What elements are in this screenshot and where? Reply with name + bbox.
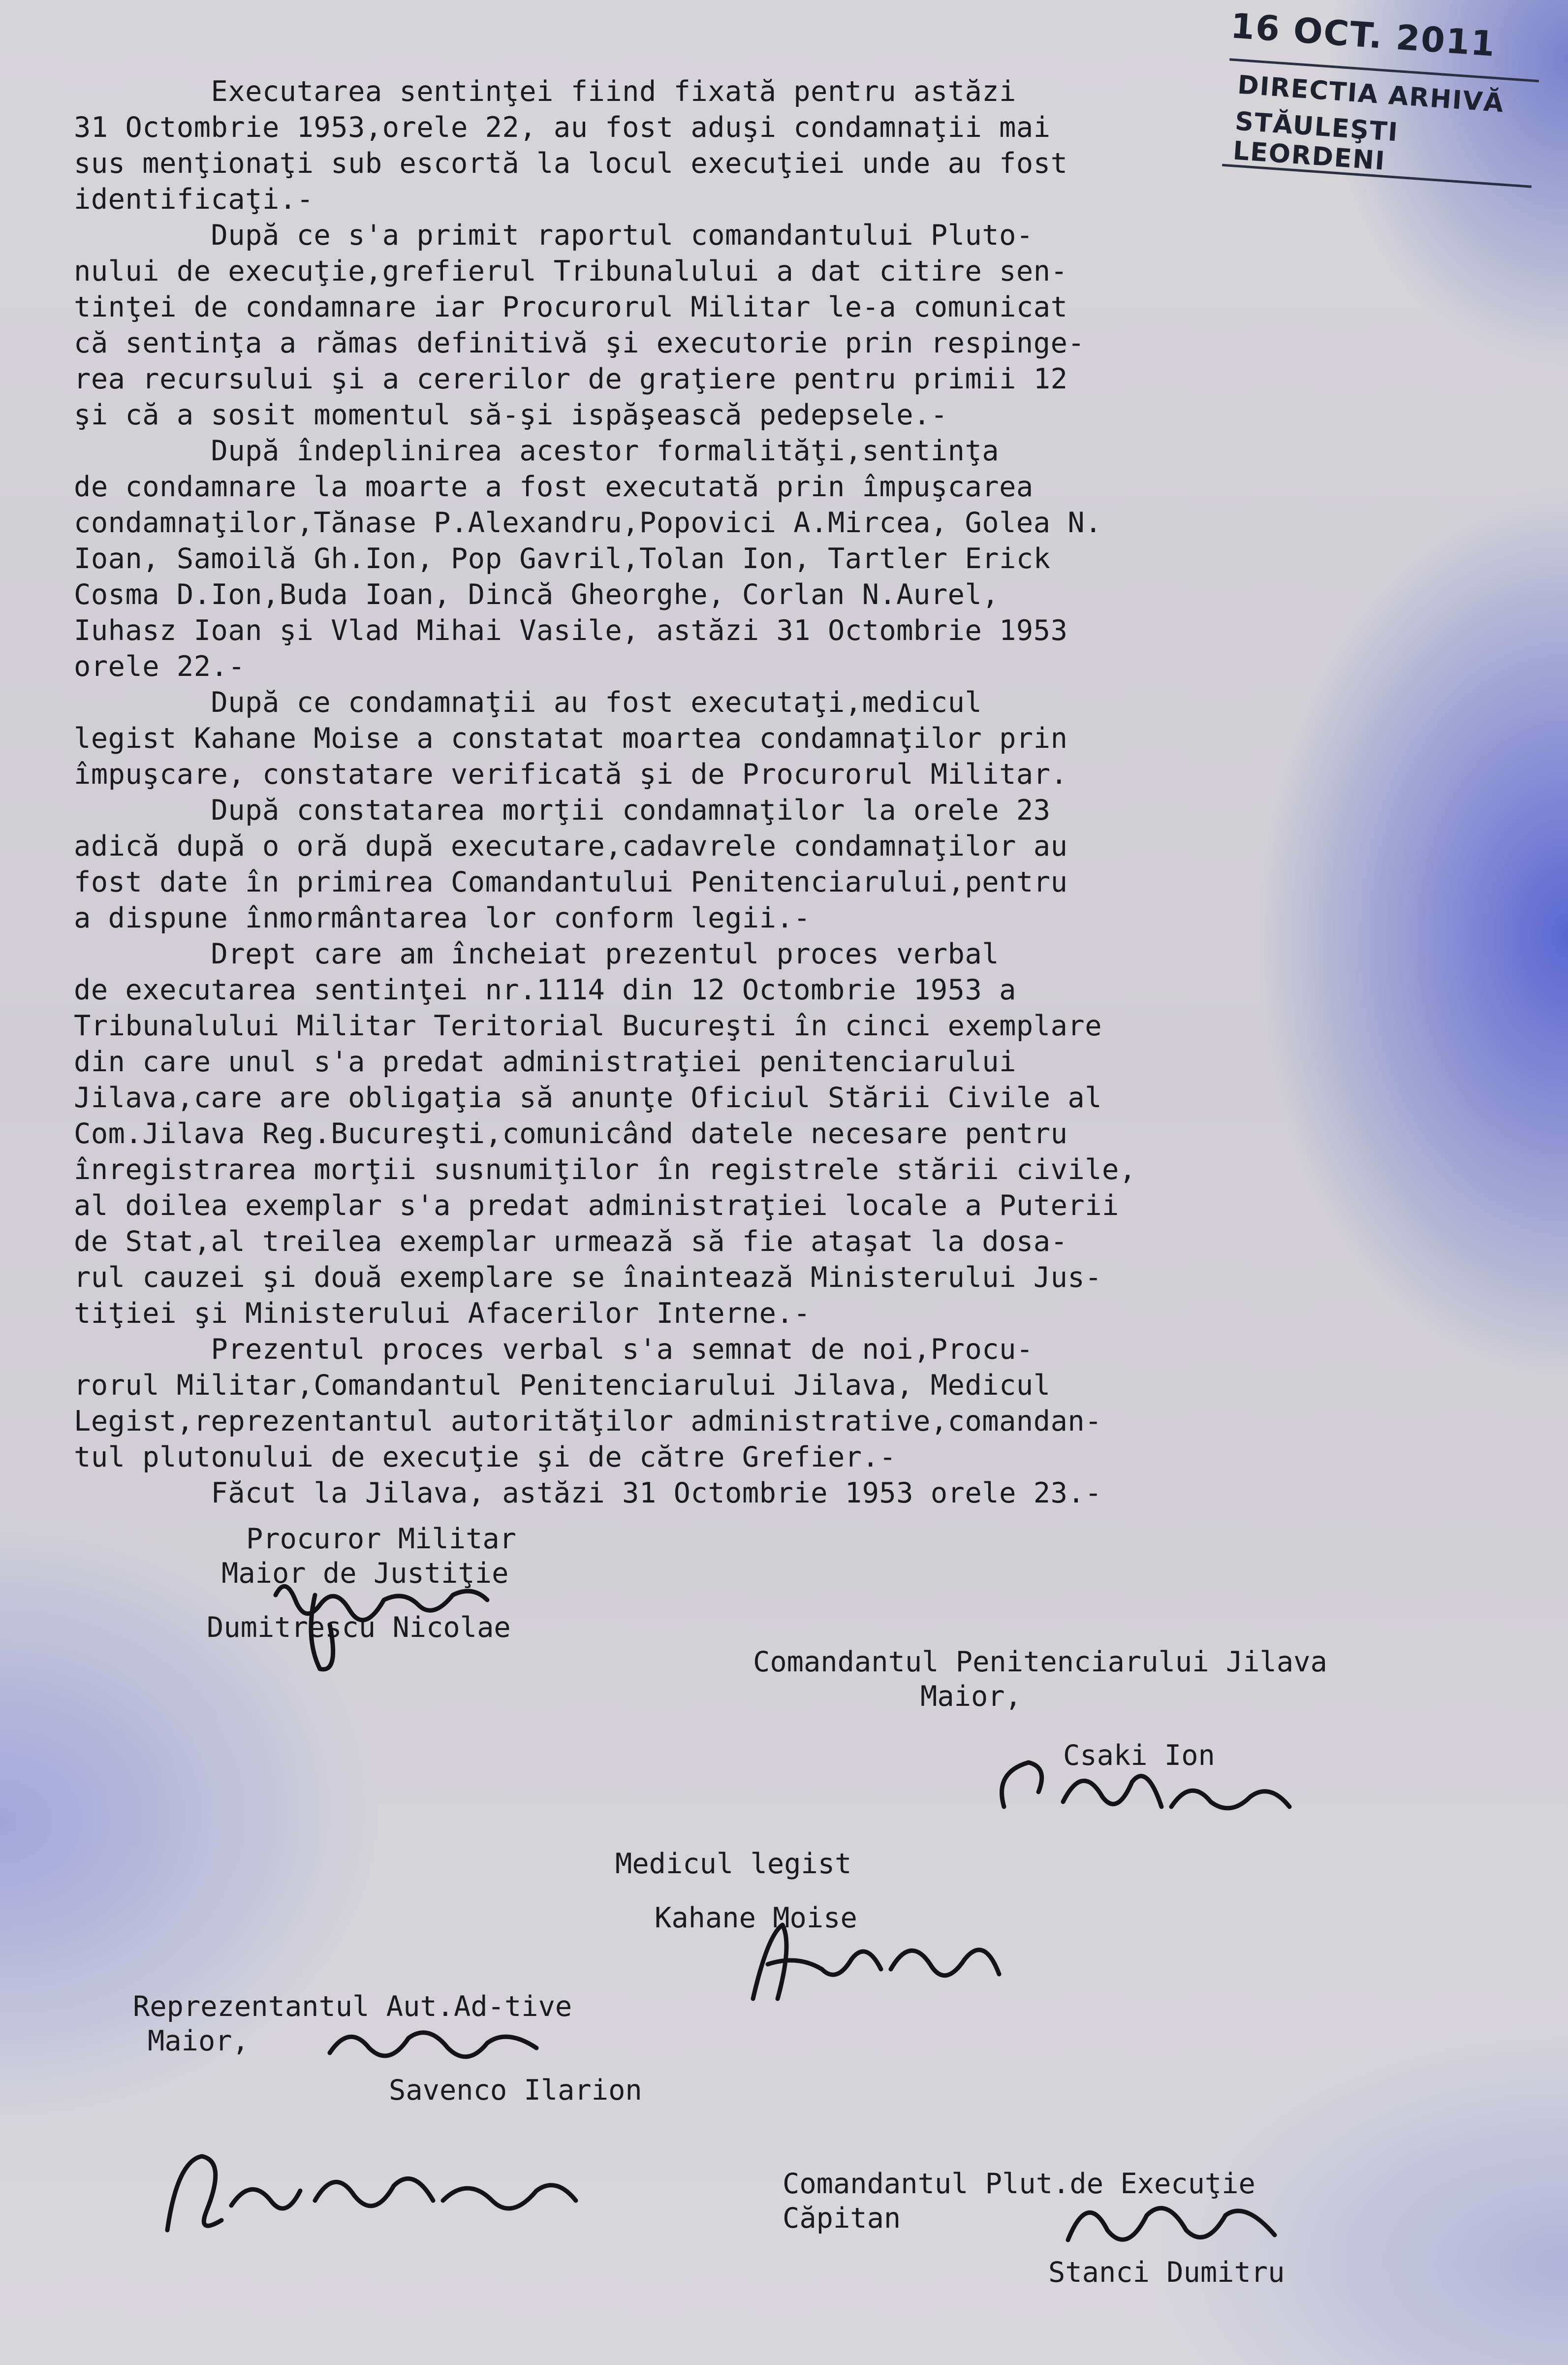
proces-verbal-text xyxy=(74,74,1383,1511)
stamp-line-2: STĂULEŞTI LEORDENI xyxy=(1232,106,1400,176)
text-line: Drept care am încheiat prezentul proces verbal xyxy=(74,938,1000,970)
text-line: legist Kahane Moise a constatat moartea condamnaţilor prin xyxy=(74,722,1068,755)
text-line: Com.Jilava Reg.Bucureşti,comunicând datele necesare pentru xyxy=(74,1118,1068,1150)
text-line: de Stat,al treilea exemplar urmează să fie ataşat la dosa- xyxy=(74,1225,1068,1258)
text-line: fost date în primirea Comandantului Penitenciarului,pentru xyxy=(74,866,1068,898)
text-line: rul cauzei şi două exemplare se înaintează Ministerului Jus- xyxy=(74,1261,1102,1294)
text-line: Jilava,care are obligaţia să anunţe Oficiul Stării Civile al xyxy=(74,1082,1102,1114)
procuror-rank: Maior de Justiţie xyxy=(221,1557,509,1590)
comandant-plutonului-signature xyxy=(1058,2171,1294,2269)
stamp-date: 16 OCT. 2011 xyxy=(1229,5,1497,64)
text-line: sus menţionaţi sub escortă la locul execuţiei unde au fost xyxy=(74,147,1068,180)
reprezentant-title: Reprezentantul Aut.Ad-tive xyxy=(133,1990,572,2023)
text-line: înregistrarea morţii susnumiţilor în registrele stării civile, xyxy=(74,1153,1136,1186)
procuror-title: Procuror Militar xyxy=(246,1523,517,1555)
text-line: împuşcare, constatare verificată şi de Procurorul Militar. xyxy=(74,758,1068,791)
medic-name: Kahane Moise xyxy=(655,1902,857,1934)
comandant-plutonului-rank: Căpitan xyxy=(783,2202,901,2235)
text-line: de condamnare la moarte a fost executată prin împuşcarea xyxy=(74,471,1034,503)
text-line: rorul Militar,Comandantul Penitenciarului Jilava, Medicul xyxy=(74,1369,1051,1402)
text-line: tul plutonului de execuţie şi de către Grefier.- xyxy=(74,1441,897,1473)
reprezentant-rank: Maior, xyxy=(148,2025,249,2057)
text-line: Ioan, Samoilă Gh.Ion, Pop Gavril,Tolan Ion, Tartler Erick xyxy=(74,543,1051,575)
grefier-signature xyxy=(148,2132,591,2260)
text-line: condamnaţilor,Tănase P.Alexandru,Popovici A.Mircea, Golea N. xyxy=(74,507,1102,539)
text-line: tinţei de condamnare iar Procurorul Militar le-a comunicat xyxy=(74,291,1068,323)
text-line: Executarea sentinţei fiind fixată pentru astăzi xyxy=(74,75,1016,108)
text-line: Iuhasz Ioan şi Vlad Mihai Vasile, astăzi 31 Octombrie 1953 xyxy=(74,614,1068,647)
text-line: Prezentul proces verbal s'a semnat de noi,Procu- xyxy=(74,1333,1034,1366)
procuror-name: Dumitrescu Nicolae xyxy=(207,1611,511,1644)
text-line: orele 22.- xyxy=(74,650,246,683)
text-line: Cosma D.Ion,Buda Ioan, Dincă Gheorghe, Corlan N.Aurel, xyxy=(74,578,1000,611)
reprezentant-name: Savenco Ilarion xyxy=(389,2074,642,2107)
comandant-penitenciar-title: Comandantul Penitenciarului Jilava xyxy=(753,1646,1327,1678)
text-line: nului de execuţie,grefierul Tribunalului a dat citire sen- xyxy=(74,255,1068,288)
text-line: şi că a sosit momentul să-şi ispăşească pedepsele.- xyxy=(74,399,948,431)
medic-title: Medicul legist xyxy=(615,1848,852,1880)
text-line: După ce condamnaţii au fost executaţi,medicul xyxy=(74,686,982,719)
text-line: de executarea sentinţei nr.1114 din 12 Octombrie 1953 a xyxy=(74,974,1016,1006)
comandant-penitenciar-signature xyxy=(984,1733,1299,1841)
comandant-penitenciar-rank: Maior, xyxy=(920,1680,1022,1713)
text-line: Legist,reprezentantul autorităţilor administrative,comandan- xyxy=(74,1405,1102,1438)
text-line: 31 Octombrie 1953,orele 22, au fost aduşi condamnaţii mai xyxy=(74,111,1051,144)
text-line: Făcut la Jilava, astăzi 31 Octombrie 1953 orele 23.- xyxy=(74,1477,1102,1509)
procuror-signature xyxy=(256,1566,551,1684)
medic-signature xyxy=(738,1905,1014,2013)
text-line: tiţiei şi Ministerului Afacerilor Interne.- xyxy=(74,1297,811,1330)
text-line: că sentinţa a rămas definitivă şi executorie prin respinge- xyxy=(74,327,1085,359)
text-line: identificaţi.- xyxy=(74,183,314,216)
comandant-plutonului-title: Comandantul Plut.de Execuţie xyxy=(783,2168,1255,2200)
text-line: După îndeplinirea acestor formalităţi,sentinţa xyxy=(74,435,1000,467)
text-line: al doilea exemplar s'a predat administraţiei locale a Puterii xyxy=(74,1189,1119,1222)
stamp-line-1: DIRECTIA ARHIVĂ xyxy=(1236,70,1505,119)
comandant-penitenciar-name: Csaki Ion xyxy=(1063,1739,1215,1772)
comandant-plutonului-name: Stanci Dumitru xyxy=(1048,2256,1285,2289)
text-line: adică după o oră după executare,cadavrele condamnaţilor au xyxy=(74,830,1068,863)
text-line: După constatarea morţii condamnaţilor la orele 23 xyxy=(74,794,1051,827)
text-line: După ce s'a primit raportul comandantului Pluto- xyxy=(74,219,1034,252)
text-line: rea recursului şi a cererilor de graţiere pentru primii 12 xyxy=(74,363,1068,395)
reprezentant-signature xyxy=(320,2004,556,2077)
text-line: a dispune înmormântarea lor conform legii.- xyxy=(74,902,811,934)
text-line: Tribunalului Militar Teritorial Bucureşti în cinci exemplare xyxy=(74,1010,1102,1042)
text-line: din care unul s'a predat administraţiei penitenciarului xyxy=(74,1046,1016,1078)
